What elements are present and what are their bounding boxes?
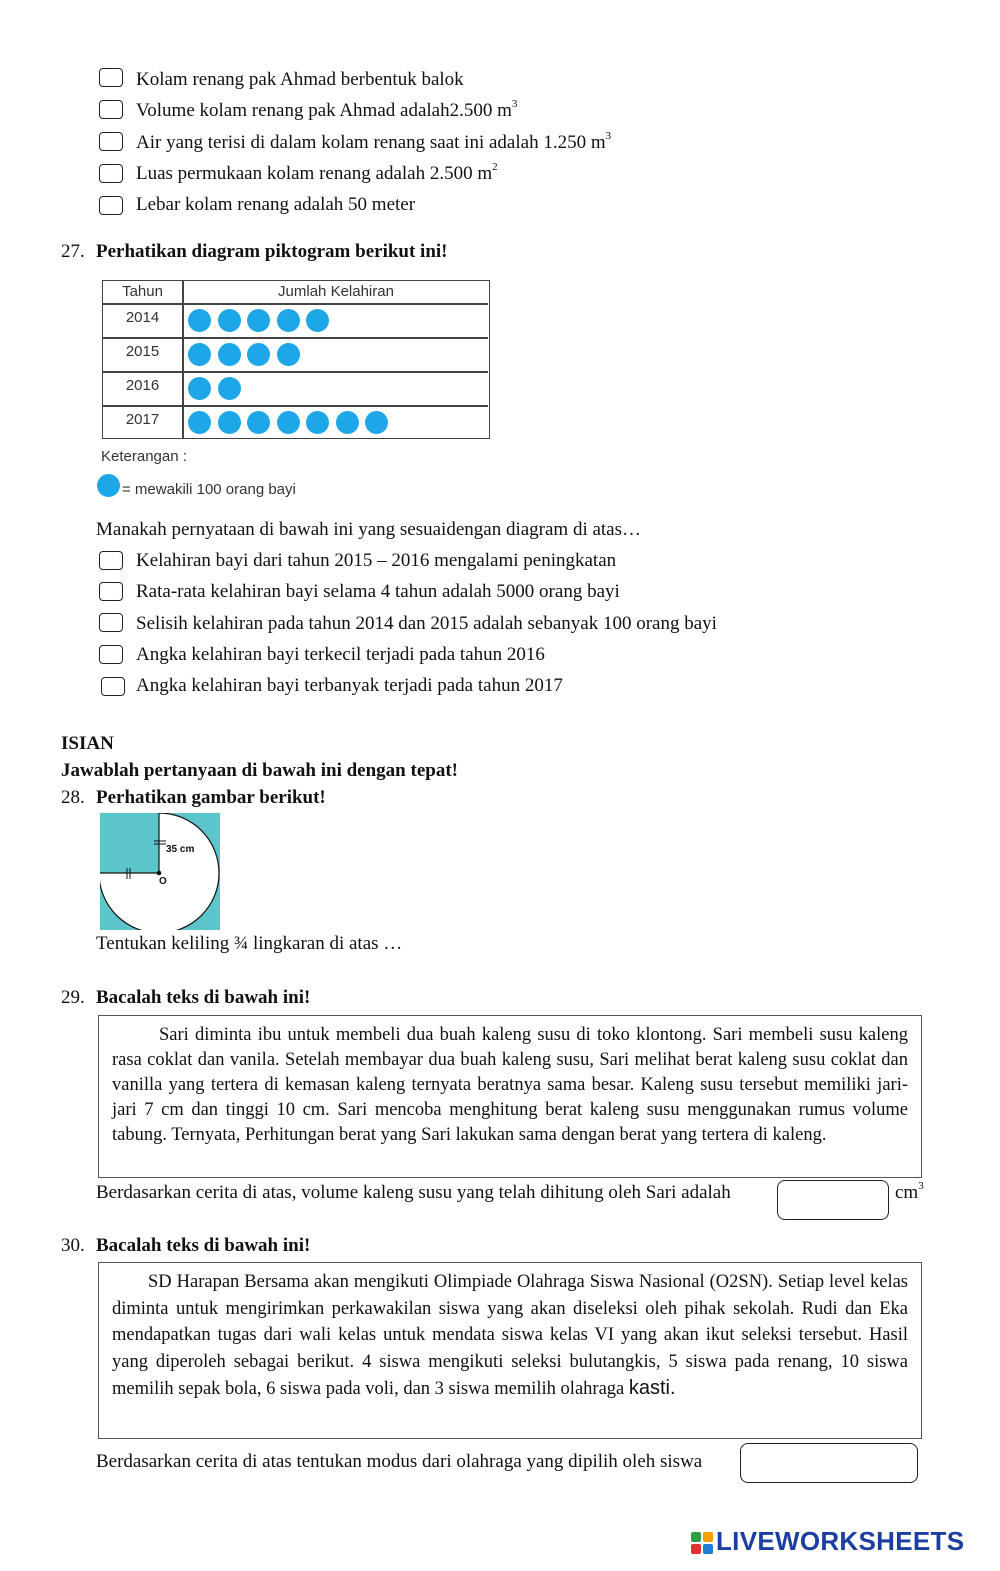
baby-icon-2015-4: [277, 343, 300, 366]
baby-icon-2015-1: [188, 343, 211, 366]
q27-option-2-checkbox[interactable]: [99, 582, 123, 601]
q30-story-text: SD Harapan Bersama akan mengikuti Olimpiade Olahraga Siswa Nasional (O2SN). Setiap level kelas diminta untuk mengirimkan perkawakilan siswa yang akan diseleksi oleh pihak sekolah. Rudi dan Eka mendapatkan tugas dari wali kelas untuk mendata siswa kelas VI yang akan ikut seleksi tersebut. Hasil yang diperoleh sebagai berikut. 4 siswa mengikuti seleksi bulutangkis, 5 siswa pada renang, 10 siswa memilih sepak bola, 6 siswa pada voli, dan 3 siswa memilih olahraga kasti.: [112, 1272, 908, 1399]
q26-option-5-text: Lebar kolam renang adalah 50 meter: [136, 194, 416, 215]
legend-title: Keterangan :: [101, 448, 187, 465]
q26-option-1-checkbox[interactable]: [99, 68, 123, 87]
q29-unit: $cm^3$: [895, 1180, 924, 1203]
baby-icon-2017-3: [247, 411, 270, 434]
q27-option-4-checkbox[interactable]: [99, 645, 123, 664]
table-year-2017: 2017: [125, 411, 160, 428]
table-year-2014: 2014: [125, 309, 160, 326]
baby-icon-2017-4: [277, 411, 300, 434]
q26-option-1-text: Kolam renang pak Ahmad berbentuk balok: [136, 69, 464, 90]
baby-icon-2014-5: [306, 309, 329, 332]
q27-option-2-text: Rata-rata kelahiran bayi selama 4 tahun adalah 5000 orang bayi: [136, 581, 620, 602]
q29-question: Berdasarkan cerita di atas, volume kaleng susu yang telah dihitung oleh Sari adalah: [96, 1182, 731, 1203]
section-instruction: Jawablah pertanyaan di bawah ini dengan tepat!: [61, 760, 458, 781]
baby-icon-2017-5: [306, 411, 329, 434]
q27-option-4-text: Angka kelahiran bayi terkecil terjadi pada tahun 2016: [136, 644, 545, 665]
three-quarter-circle-figure: [100, 813, 220, 930]
q28-question: Tentukan keliling ¾ lingkaran di atas …: [96, 933, 403, 954]
q27-number: 27.: [61, 241, 85, 262]
q29-number: 29.: [61, 987, 85, 1008]
q30-title: Bacalah teks di bawah ini!: [96, 1235, 311, 1256]
q30-number: 30.: [61, 1235, 85, 1256]
baby-icon-2017-2: [218, 411, 241, 434]
baby-icon-2014-2: [218, 309, 241, 332]
q26-option-5-checkbox[interactable]: [99, 196, 123, 215]
baby-icon-2014-3: [247, 309, 270, 332]
q27-question: Manakah pernyataan di bawah ini yang sesuaidengan diagram di atas…: [96, 519, 642, 540]
q26-option-4-text: Luas permukaan kolam renang adalah 2.500 $m^2$: [136, 161, 498, 184]
baby-icon-2017-7: [365, 411, 388, 434]
q28-title: Perhatikan gambar berikut!: [96, 787, 326, 808]
q30-story-tail: kasti.: [628, 1377, 676, 1399]
q26-option-2-checkbox[interactable]: [99, 100, 123, 119]
q29-story-text: Sari diminta ibu untuk membeli dua buah kaleng susu di toko klontong. Sari membeli susu kaleng rasa coklat dan vanila. Setelah membayar dua buah kaleng susu, Sari melihat berat kaleng susu coklat dan vanilla yang tertera di kemasan kaleng ternyata beratnya sama besar. Kaleng susu tersebut memiliki jari-jari 7 cm dan tinggi 10 cm. Sari mencoba menghitung berat kaleng susu menggunakan rumus volume tabung. Ternyata, Perhitungan berat yang Sari lakukan sama dengan berat yang tertera di kaleng.: [112, 1025, 908, 1145]
q26-option-2-text: Volume kolam renang pak Ahmad adalah2.500 $m^3$: [136, 98, 518, 121]
q27-option-3-checkbox[interactable]: [99, 613, 123, 632]
q26-option-4-checkbox[interactable]: [99, 164, 123, 183]
baby-icon-2015-3: [247, 343, 270, 366]
center-label: O: [159, 876, 167, 887]
q27-option-5-checkbox[interactable]: [101, 677, 125, 696]
liveworksheets-logo-text: LIVEWORKSHEETS: [716, 1526, 965, 1556]
table-year-2015: 2015: [125, 343, 160, 360]
baby-icon-2014-4: [277, 309, 300, 332]
q29-text-box: [98, 1015, 922, 1178]
baby-icon-2015-2: [218, 343, 241, 366]
q26-option-3-text: Air yang terisi di dalam kolam renang saat ini adalah 1.250 $m^3$: [136, 130, 612, 153]
q27-option-1-text: Kelahiran bayi dari tahun 2015 – 2016 mengalami peningkatan: [136, 550, 617, 571]
table-header-year: Tahun: [122, 283, 163, 300]
legend-text: = mewakili 100 orang bayi: [122, 481, 296, 498]
pictogram-table: [102, 280, 490, 439]
table-year-2016: 2016: [125, 377, 160, 394]
q27-option-1-checkbox[interactable]: [99, 551, 123, 570]
q30-text-box: [98, 1262, 922, 1439]
baby-icon-2017-1: [188, 411, 211, 434]
q30-question: Berdasarkan cerita di atas tentukan modus dari olahraga yang dipilih oleh siswa: [96, 1451, 703, 1472]
q27-option-3-text: Selisih kelahiran pada tahun 2014 dan 2015 adalah sebanyak 100 orang bayi: [136, 613, 717, 634]
q27-title: Perhatikan diagram piktogram berikut ini!: [96, 241, 448, 262]
radius-label: 35 cm: [166, 844, 195, 855]
q30-answer-input[interactable]: [740, 1443, 918, 1483]
q26-option-3-checkbox[interactable]: [99, 132, 123, 151]
q29-answer-input[interactable]: [777, 1180, 889, 1220]
q27-option-5-text: Angka kelahiran bayi terbanyak terjadi pada tahun 2017: [136, 675, 563, 696]
baby-icon-2016-1: [188, 377, 211, 400]
q29-title: Bacalah teks di bawah ini!: [96, 987, 311, 1008]
section-title: ISIAN: [61, 733, 114, 754]
circle-figure-svg: [100, 813, 220, 930]
baby-icon-2014-1: [188, 309, 211, 332]
q28-number: 28.: [61, 787, 85, 808]
liveworksheets-logo-icon: [691, 1532, 713, 1554]
baby-icon-2016-2: [218, 377, 241, 400]
legend-baby-icon: [97, 474, 120, 497]
baby-icon-2017-6: [336, 411, 359, 434]
table-header-count: Jumlah Kelahiran: [278, 283, 394, 300]
